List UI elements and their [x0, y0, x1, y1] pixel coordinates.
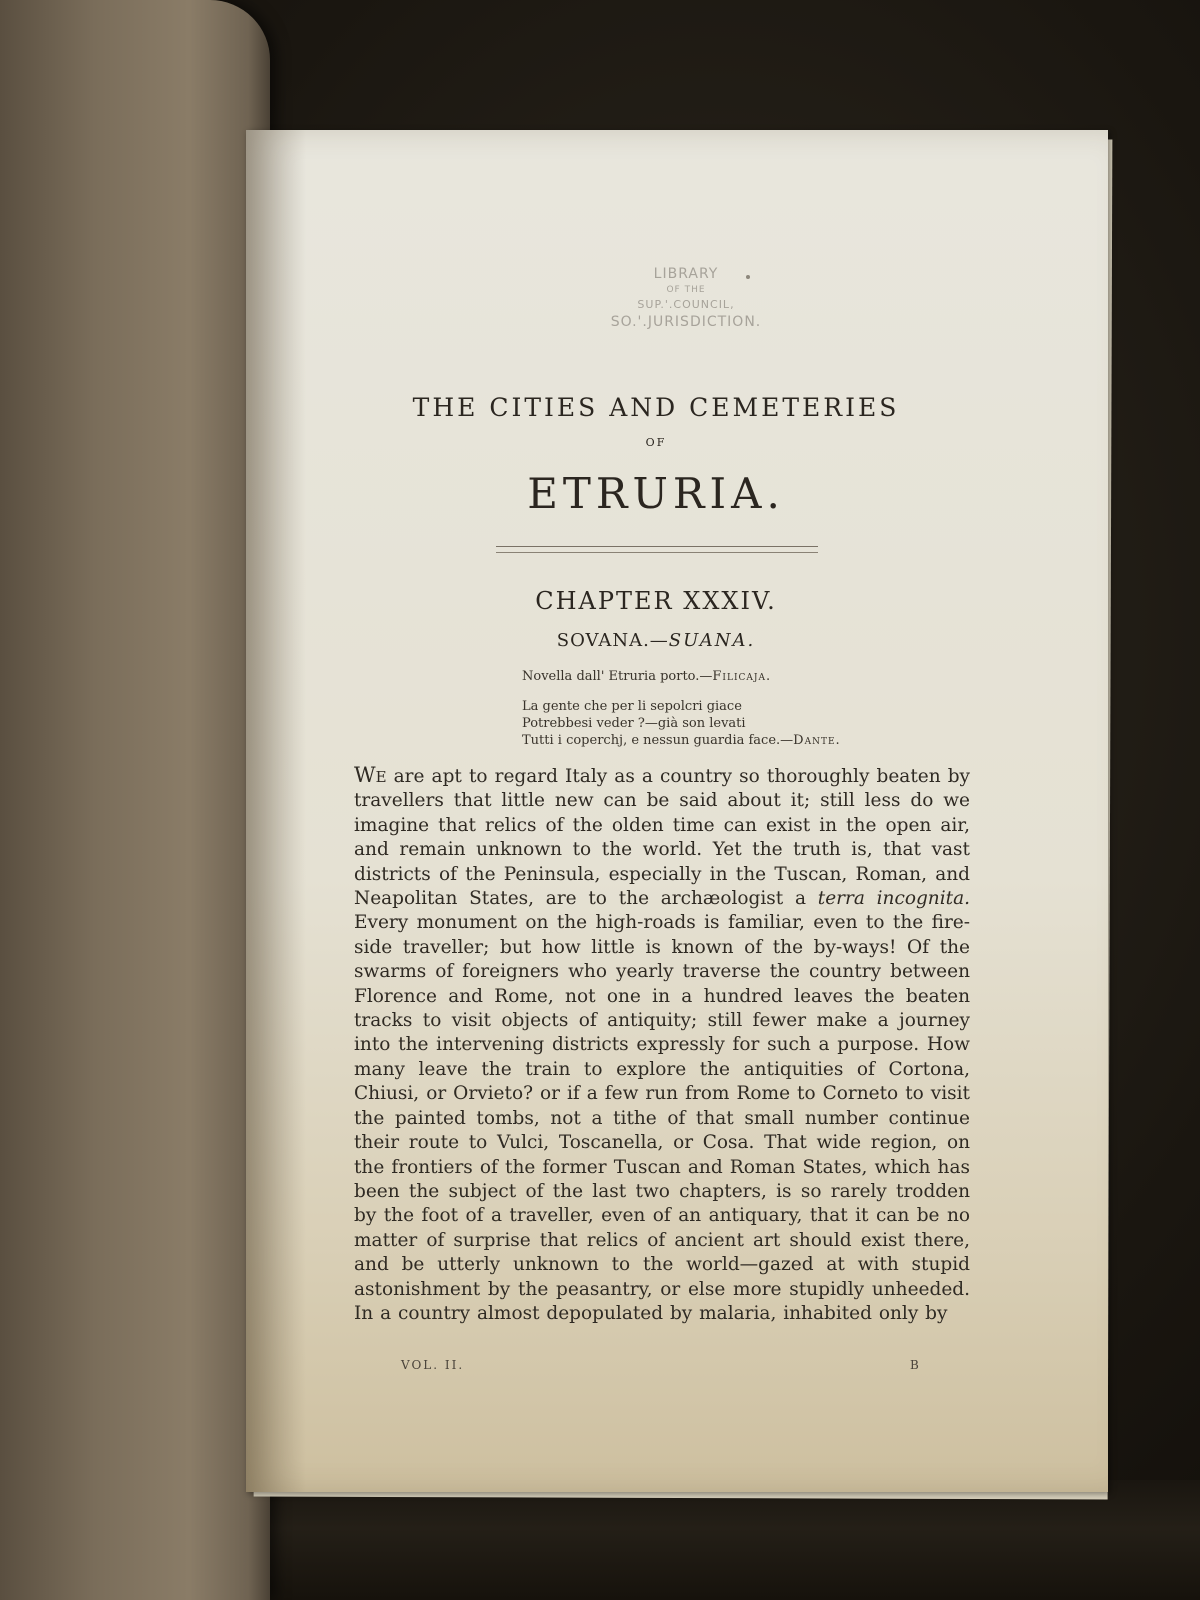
epigraph-dante-line-3: [522, 732, 942, 749]
epigraph-dante: [522, 698, 942, 749]
body-text-part-2: Every monument on the high-roads is familiar, even to the fire-side traveller; but how little is known of the by-ways! Of the swarms of foreigners who yearly traverse the country between Florence and Rome, not one in a hundred leaves the beaten tracks to visit objects of antiquity; still fewer make a journey into the intervening districts expressly for such a purpose. How many leave the train to explore the antiquities of Cortona, Chiusi, or Orvieto? or if a few run from Rome to Corneto to visit the painted tombs, not a tithe of that small number continue their route to Vulci, Toscanella, or Cosa. That wide region, on the frontiers of the former Tuscan and Roman States, which has been the subject of the last two chapters, is so rarely trodden by the foot of a traveller, even of an antiquary, that it can be no matter of surprise that relics of ancient art should exist there, and be utterly unknown to the world—gazed at with stupid astonishment by the peasantry, or else more stupidly unheeded. In a country almost depopulated by malaria, inhabited only by: [354, 912, 970, 1324]
stamp-line-jurisdiction: SO.'.JURISDICTION.: [610, 314, 762, 330]
body-text-part-1: are apt to regard Italy as a country so thoroughly beaten by travellers that little new can be said about it; still less do we imagine that relics of the olden time can exist in the open air, and remain unknown to the world. Yet the truth is, that vast districts of the Peninsula, especially in the Tuscan, Roman, and Neapolitan States, are to the archæologist a: [354, 766, 970, 910]
chapter-heading: CHAPTER XXXIV.: [535, 587, 777, 615]
epigraph-filicaja-author: Filicaja.: [712, 669, 772, 684]
epigraph-filicaja-text: Novella dall' Etruria porto.—: [522, 669, 713, 684]
footer-signature: B: [910, 1358, 919, 1372]
footer-volume: VOL. II.: [401, 1358, 465, 1372]
library-stamp: [576, 265, 796, 331]
subtitle-italic: SUANA.: [668, 630, 756, 651]
title-line: THE CITIES AND CEMETERIES: [412, 393, 900, 422]
title-of: OF: [645, 436, 667, 449]
subtitle-separator: —: [649, 630, 669, 651]
book-page: [246, 130, 1108, 1492]
chapter-subtitle: [446, 630, 866, 651]
epigraph-dante-author: Dante.: [793, 733, 841, 748]
epigraph-dante-line-1: La gente che per li sepolcri giace: [522, 699, 742, 714]
stamp-line-council: SUP.'.COUNCIL,: [637, 298, 735, 311]
book-cover-left: [0, 0, 270, 1600]
body-opening-word: We: [354, 763, 387, 787]
stamp-line-library: LIBRARY: [653, 266, 719, 282]
stamp-dot: [746, 275, 750, 279]
title-divider-rule: [496, 546, 818, 553]
stamp-line-of-the: OF THE: [666, 285, 706, 295]
epigraph-dante-line-3-text: Tutti i coperchj, e nessun guardia face.—: [522, 733, 794, 748]
body-italic-phrase: terra incognita.: [817, 888, 970, 910]
epigraph-dante-line-2: Potrebbesi veder ?—già son levati: [522, 716, 746, 731]
title-block: [366, 392, 946, 518]
subtitle-roman: SOVANA.: [556, 630, 650, 651]
body-paragraph: [354, 763, 970, 1326]
epigraph-filicaja: [522, 668, 922, 686]
title-main: ETRURIA.: [527, 469, 785, 518]
